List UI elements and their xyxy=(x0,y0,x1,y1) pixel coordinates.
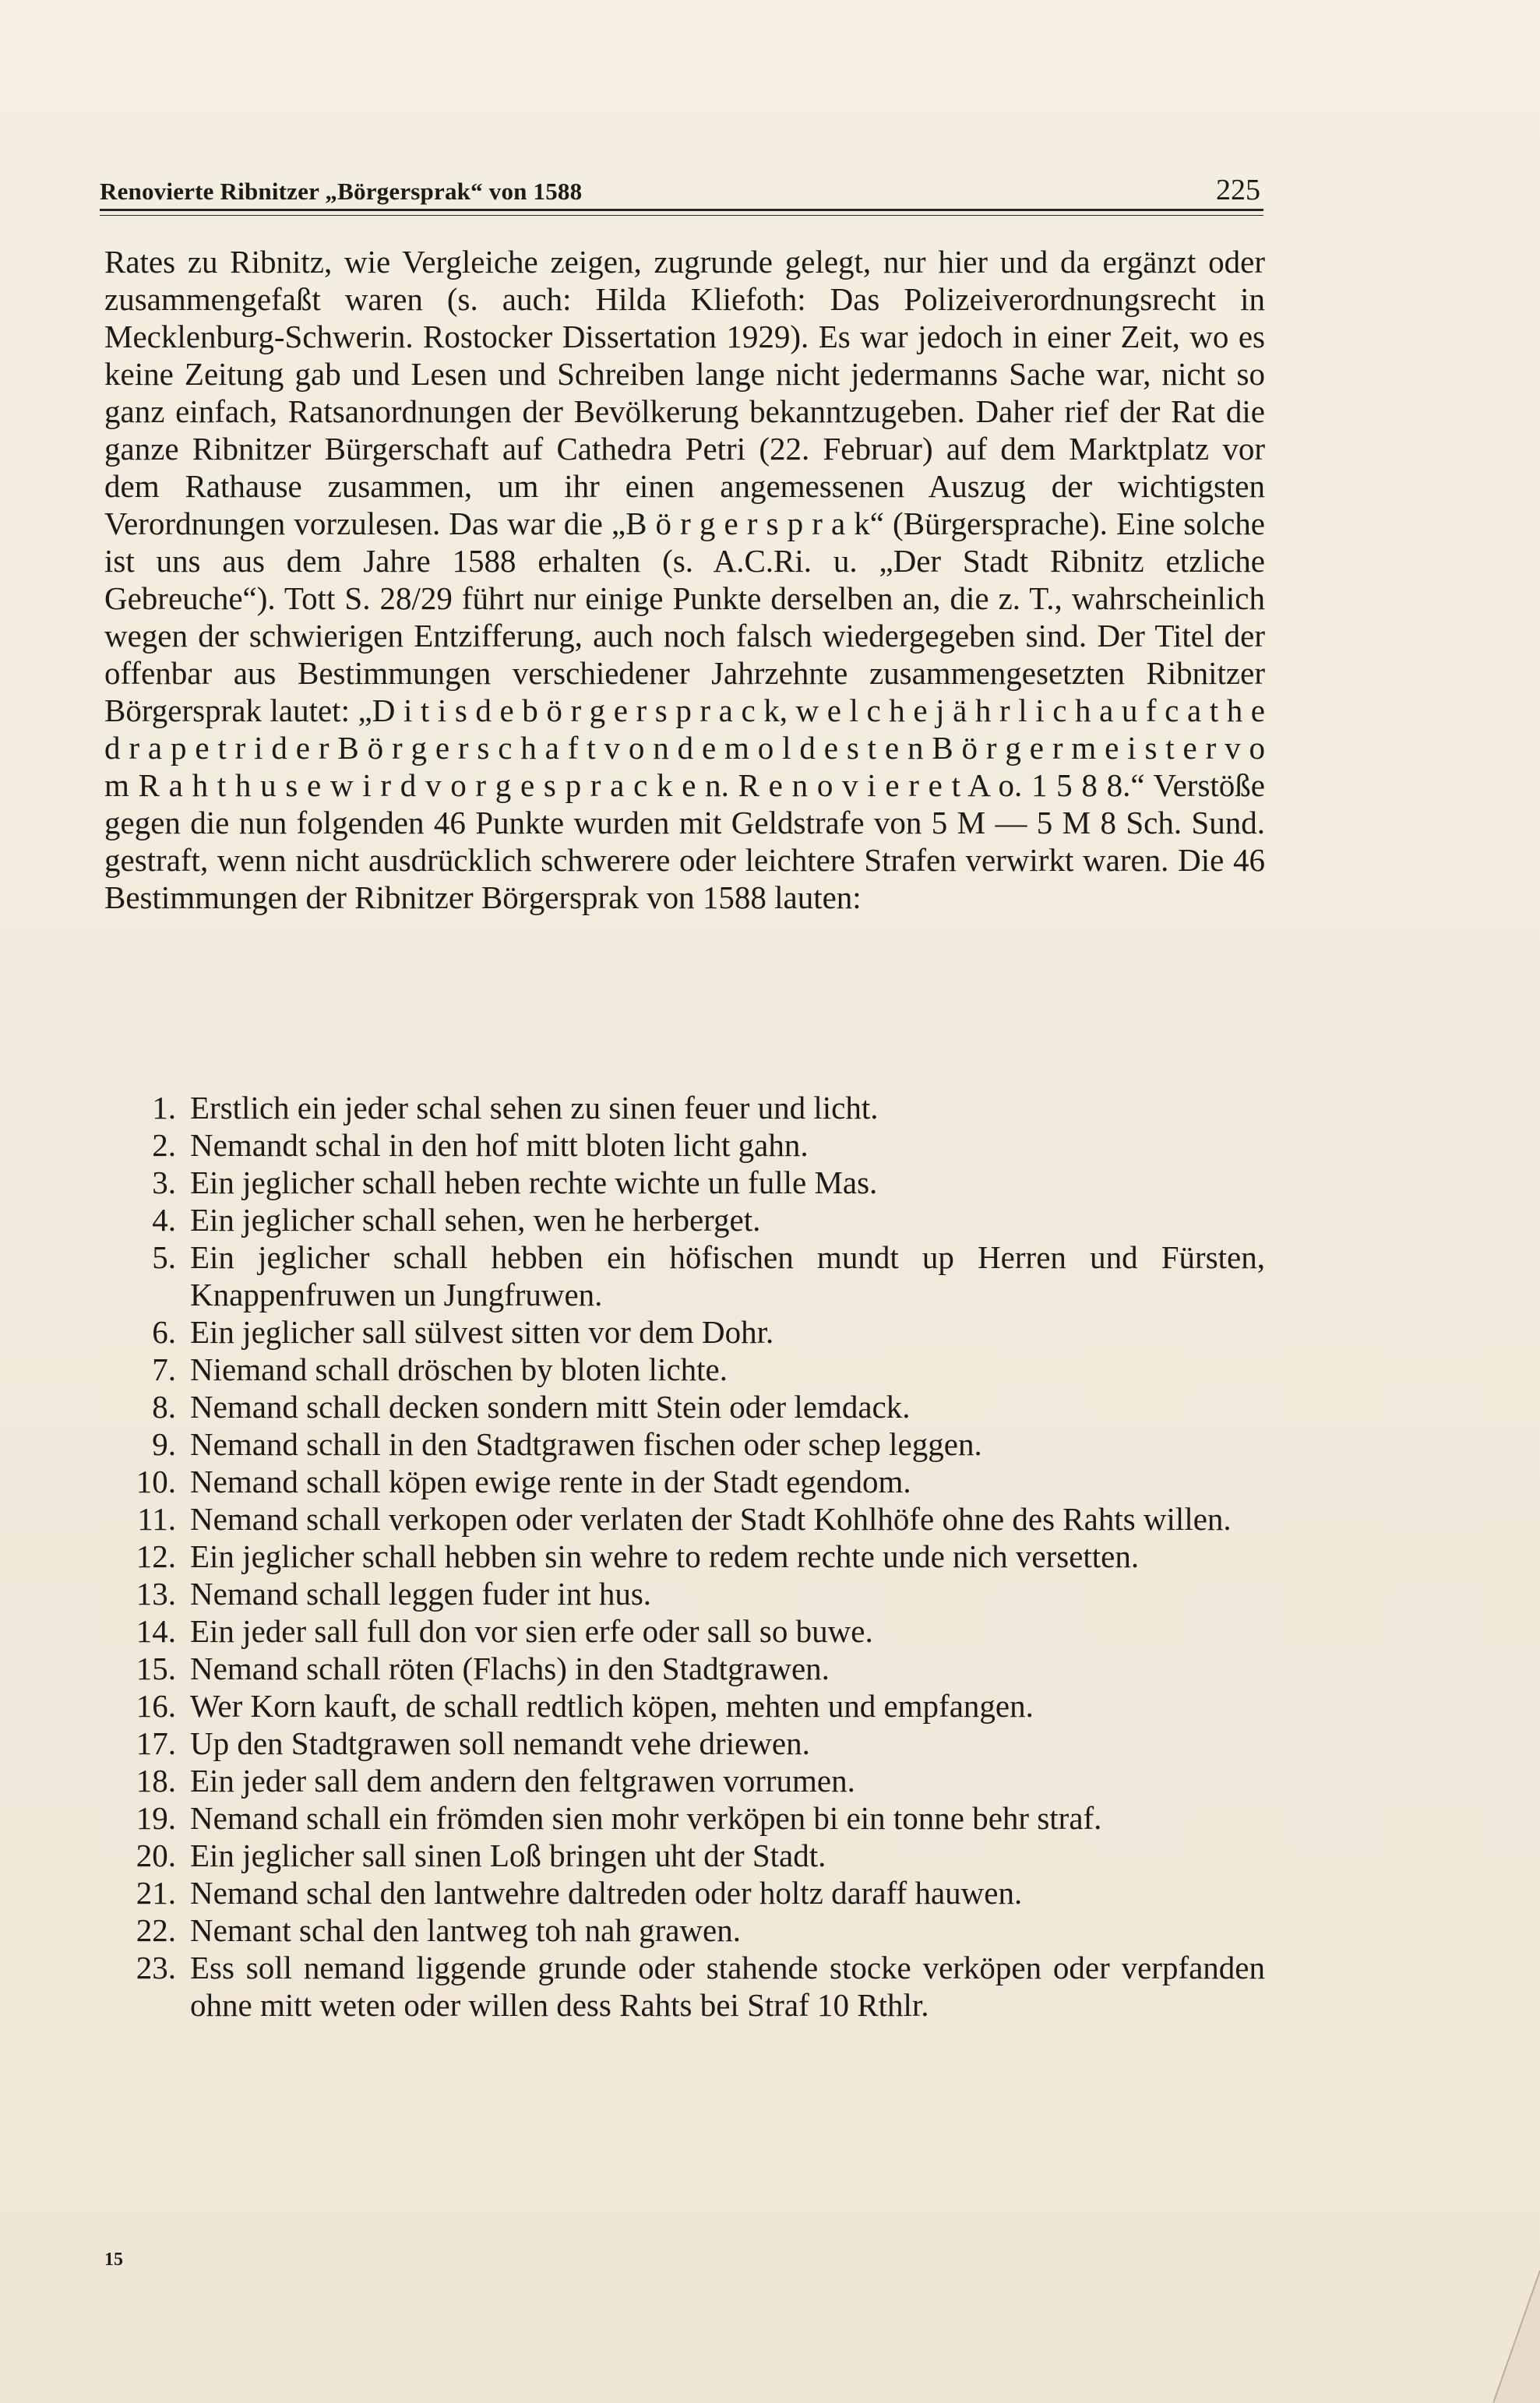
list-item xyxy=(104,1799,1265,1837)
item-text: Ein jeglicher schall sehen, wen he herberget. xyxy=(190,1202,761,1238)
item-text: Nemand schall in den Stadtgrawen fischen oder schep leggen. xyxy=(190,1426,982,1462)
item-number: 10. xyxy=(136,1464,176,1499)
item-text: Wer Korn kauft, de schall redtlich köpen, mehten und empfangen. xyxy=(190,1688,1034,1724)
item-text: Nemand schall verkopen oder verlaten der Stadt Kohlhöfe ohne des Rahts willen. xyxy=(190,1501,1232,1537)
item-number: 9. xyxy=(152,1426,176,1462)
item-number: 6. xyxy=(152,1314,176,1350)
list-item xyxy=(104,1874,1265,1911)
page-header xyxy=(100,165,1263,212)
item-text: Nemant schal den lantweg toh nah grawen. xyxy=(190,1912,742,1948)
item-text: Nemand schall leggen fuder int hus. xyxy=(190,1576,652,1612)
intro-text: Rates zu Ribnitz, wie Vergleiche zeigen, zugrunde gelegt, nur hier und da ergänzt oder zusammengefaßt waren (s. auch: Hilda Kliefoth: Das Polizeiverordnungsrecht in Mecklenburg-Schwerin. Rostocker Dissertation 1929). Es war jedoch in einer Zeit, wo es keine Zeitung gab und Lesen und Schreiben lange nicht jedermanns Sache war, nicht so ganz einfach, Ratsanordnungen der Bevölkerung bekanntzugeben. Daher rief der Rat die ganze Ribnitzer Bürgerschaft auf Cathedra Petri (22. Februar) auf dem Marktplatz vor dem Rathause zusammen, um ihr einen angemessenen Auszug der wichtigsten Verordnungen vorzulesen. Das war die „B ö r g e r s p r a k“ (Bürgersprache). Eine solche ist uns aus dem Jahre 1588 erhalten (s. A.C.Ri. u. „Der Stadt Ribnitz etzliche Gebreuche“). Tott S. 28/29 führt nur einige Punkte derselben an, die z. T., wahrscheinlich wegen der schwierigen Entzifferung, auch noch falsch wiedergegeben sind. Der Titel der offenbar aus Bestimmungen verschiedener Jahrzehnte zusammengesetzten Ribnitzer Börgersprak lautet: „D i t i s d e b ö r g e r s p r a c k, w e l c h e j ä h r l i c h a u f c a t h e d r a p e t r i d e r B ö r g e r s c h a f t v o n d e m o l d e s t e n B ö r g e r m e i s t e r v o m R a h t h u s e w i r d v o r g e s p r a c k e n. R e n o v i e r e t A o. 1 5 8 8.“ Verstöße gegen die nun folgenden 46 Punkte wurden mit Geldstrafe von 5 M — 5 M 8 Sch. Sund. gestraft, wenn nicht ausdrücklich schwerere oder leichtere Strafen verwirkt waren. Die 46 Bestimmungen der Ribnitzer Börgersprak von 1588 lauten: xyxy=(104,244,1265,915)
list-item xyxy=(104,1538,1265,1575)
item-text: Ein jeglicher schall hebben sin wehre to redem rechte unde nich versetten. xyxy=(190,1538,1140,1574)
page-corner-fold xyxy=(1493,2271,1540,2403)
item-number: 3. xyxy=(152,1165,176,1200)
item-number: 12. xyxy=(136,1538,176,1574)
bylaw-list xyxy=(104,1089,1265,2024)
item-number: 19. xyxy=(136,1800,176,1836)
item-text: Up den Stadtgrawen soll nemandt vehe driewen. xyxy=(190,1725,810,1761)
list-item xyxy=(104,1575,1265,1612)
item-text: Nemand schal den lantwehre daltreden oder holtz daraff hauwen. xyxy=(190,1875,1023,1911)
item-number: 7. xyxy=(152,1351,176,1387)
intro-paragraph xyxy=(104,243,1265,916)
list-item xyxy=(104,1089,1265,1126)
list-item xyxy=(104,1351,1265,1388)
list-item xyxy=(104,1725,1265,1762)
item-number: 4. xyxy=(152,1202,176,1238)
item-number: 23. xyxy=(136,1950,176,1985)
item-number: 16. xyxy=(136,1688,176,1724)
item-number: 8. xyxy=(152,1389,176,1425)
item-number: 11. xyxy=(137,1501,176,1537)
item-text: Nemand schall ein frömden sien mohr verköpen bi ein tonne behr straf. xyxy=(190,1800,1102,1836)
item-text: Ein jeder sall full don vor sien erfe oder sall so buwe. xyxy=(190,1613,873,1649)
header-rule-thick xyxy=(100,209,1263,211)
item-text: Nemand schall köpen ewige rente in der Stadt egendom. xyxy=(190,1464,911,1499)
list-item xyxy=(104,1164,1265,1201)
list-item xyxy=(104,1837,1265,1874)
item-text: Niemand schall dröschen by bloten lichte. xyxy=(190,1351,728,1387)
item-number: 1. xyxy=(152,1090,176,1126)
list-item xyxy=(104,1949,1265,2024)
item-text: Erstlich ein jeder schal sehen zu sinen feuer und licht. xyxy=(190,1090,879,1126)
item-text: Ein jeglicher sall sülvest sitten vor dem Dohr. xyxy=(190,1314,774,1350)
list-item xyxy=(104,1201,1265,1238)
item-text: Nemandt schal in den hof mitt bloten licht gahn. xyxy=(190,1127,809,1163)
item-number: 2. xyxy=(152,1127,176,1163)
item-text: Nemand schall decken sondern mitt Stein oder lemdack. xyxy=(190,1389,911,1425)
list-item xyxy=(104,1650,1265,1687)
list-item xyxy=(104,1762,1265,1799)
item-number: 21. xyxy=(136,1875,176,1911)
item-number: 22. xyxy=(136,1912,176,1948)
list-item xyxy=(104,1313,1265,1351)
list-item xyxy=(104,1126,1265,1164)
item-number: 18. xyxy=(136,1763,176,1799)
item-text: Nemand schall röten (Flachs) in den Stadtgrawen. xyxy=(190,1651,830,1686)
item-number: 17. xyxy=(136,1725,176,1761)
list-item xyxy=(104,1463,1265,1500)
item-number: 15. xyxy=(136,1651,176,1686)
list-item xyxy=(104,1238,1265,1313)
item-text: Ess soll nemand liggende grunde oder stahende stocke verköpen oder verpfanden ohne mitt weten oder willen dess Rahts bei Straf 10 Rthlr. xyxy=(190,1950,1265,2023)
header-rule-thin xyxy=(100,215,1263,216)
running-title: Renovierte Ribnitzer „Börgersprak“ von 1588 xyxy=(100,178,583,205)
list-item xyxy=(104,1687,1265,1725)
item-text: Ein jeglicher schall heben rechte wichte un fulle Mas. xyxy=(190,1165,878,1200)
item-number: 14. xyxy=(136,1613,176,1649)
list-item xyxy=(104,1911,1265,1949)
list-item xyxy=(104,1612,1265,1650)
item-text: Ein jeder sall dem andern den feltgrawen vorrumen. xyxy=(190,1763,855,1799)
list-item xyxy=(104,1425,1265,1463)
item-number: 20. xyxy=(136,1837,176,1873)
item-text: Ein jeglicher sall sinen Loß bringen uht der Stadt. xyxy=(190,1837,826,1873)
item-number: 13. xyxy=(136,1576,176,1612)
sheet-signature: 15 xyxy=(104,2250,123,2270)
list-item xyxy=(104,1500,1265,1538)
list-item xyxy=(104,1388,1265,1425)
item-text: Ein jeglicher schall hebben ein höfischen mundt up Herren und Fürsten, Knappenfruwen un Jungfruwen. xyxy=(190,1239,1265,1312)
item-number: 5. xyxy=(152,1239,176,1275)
page-number: 225 xyxy=(1216,174,1260,206)
